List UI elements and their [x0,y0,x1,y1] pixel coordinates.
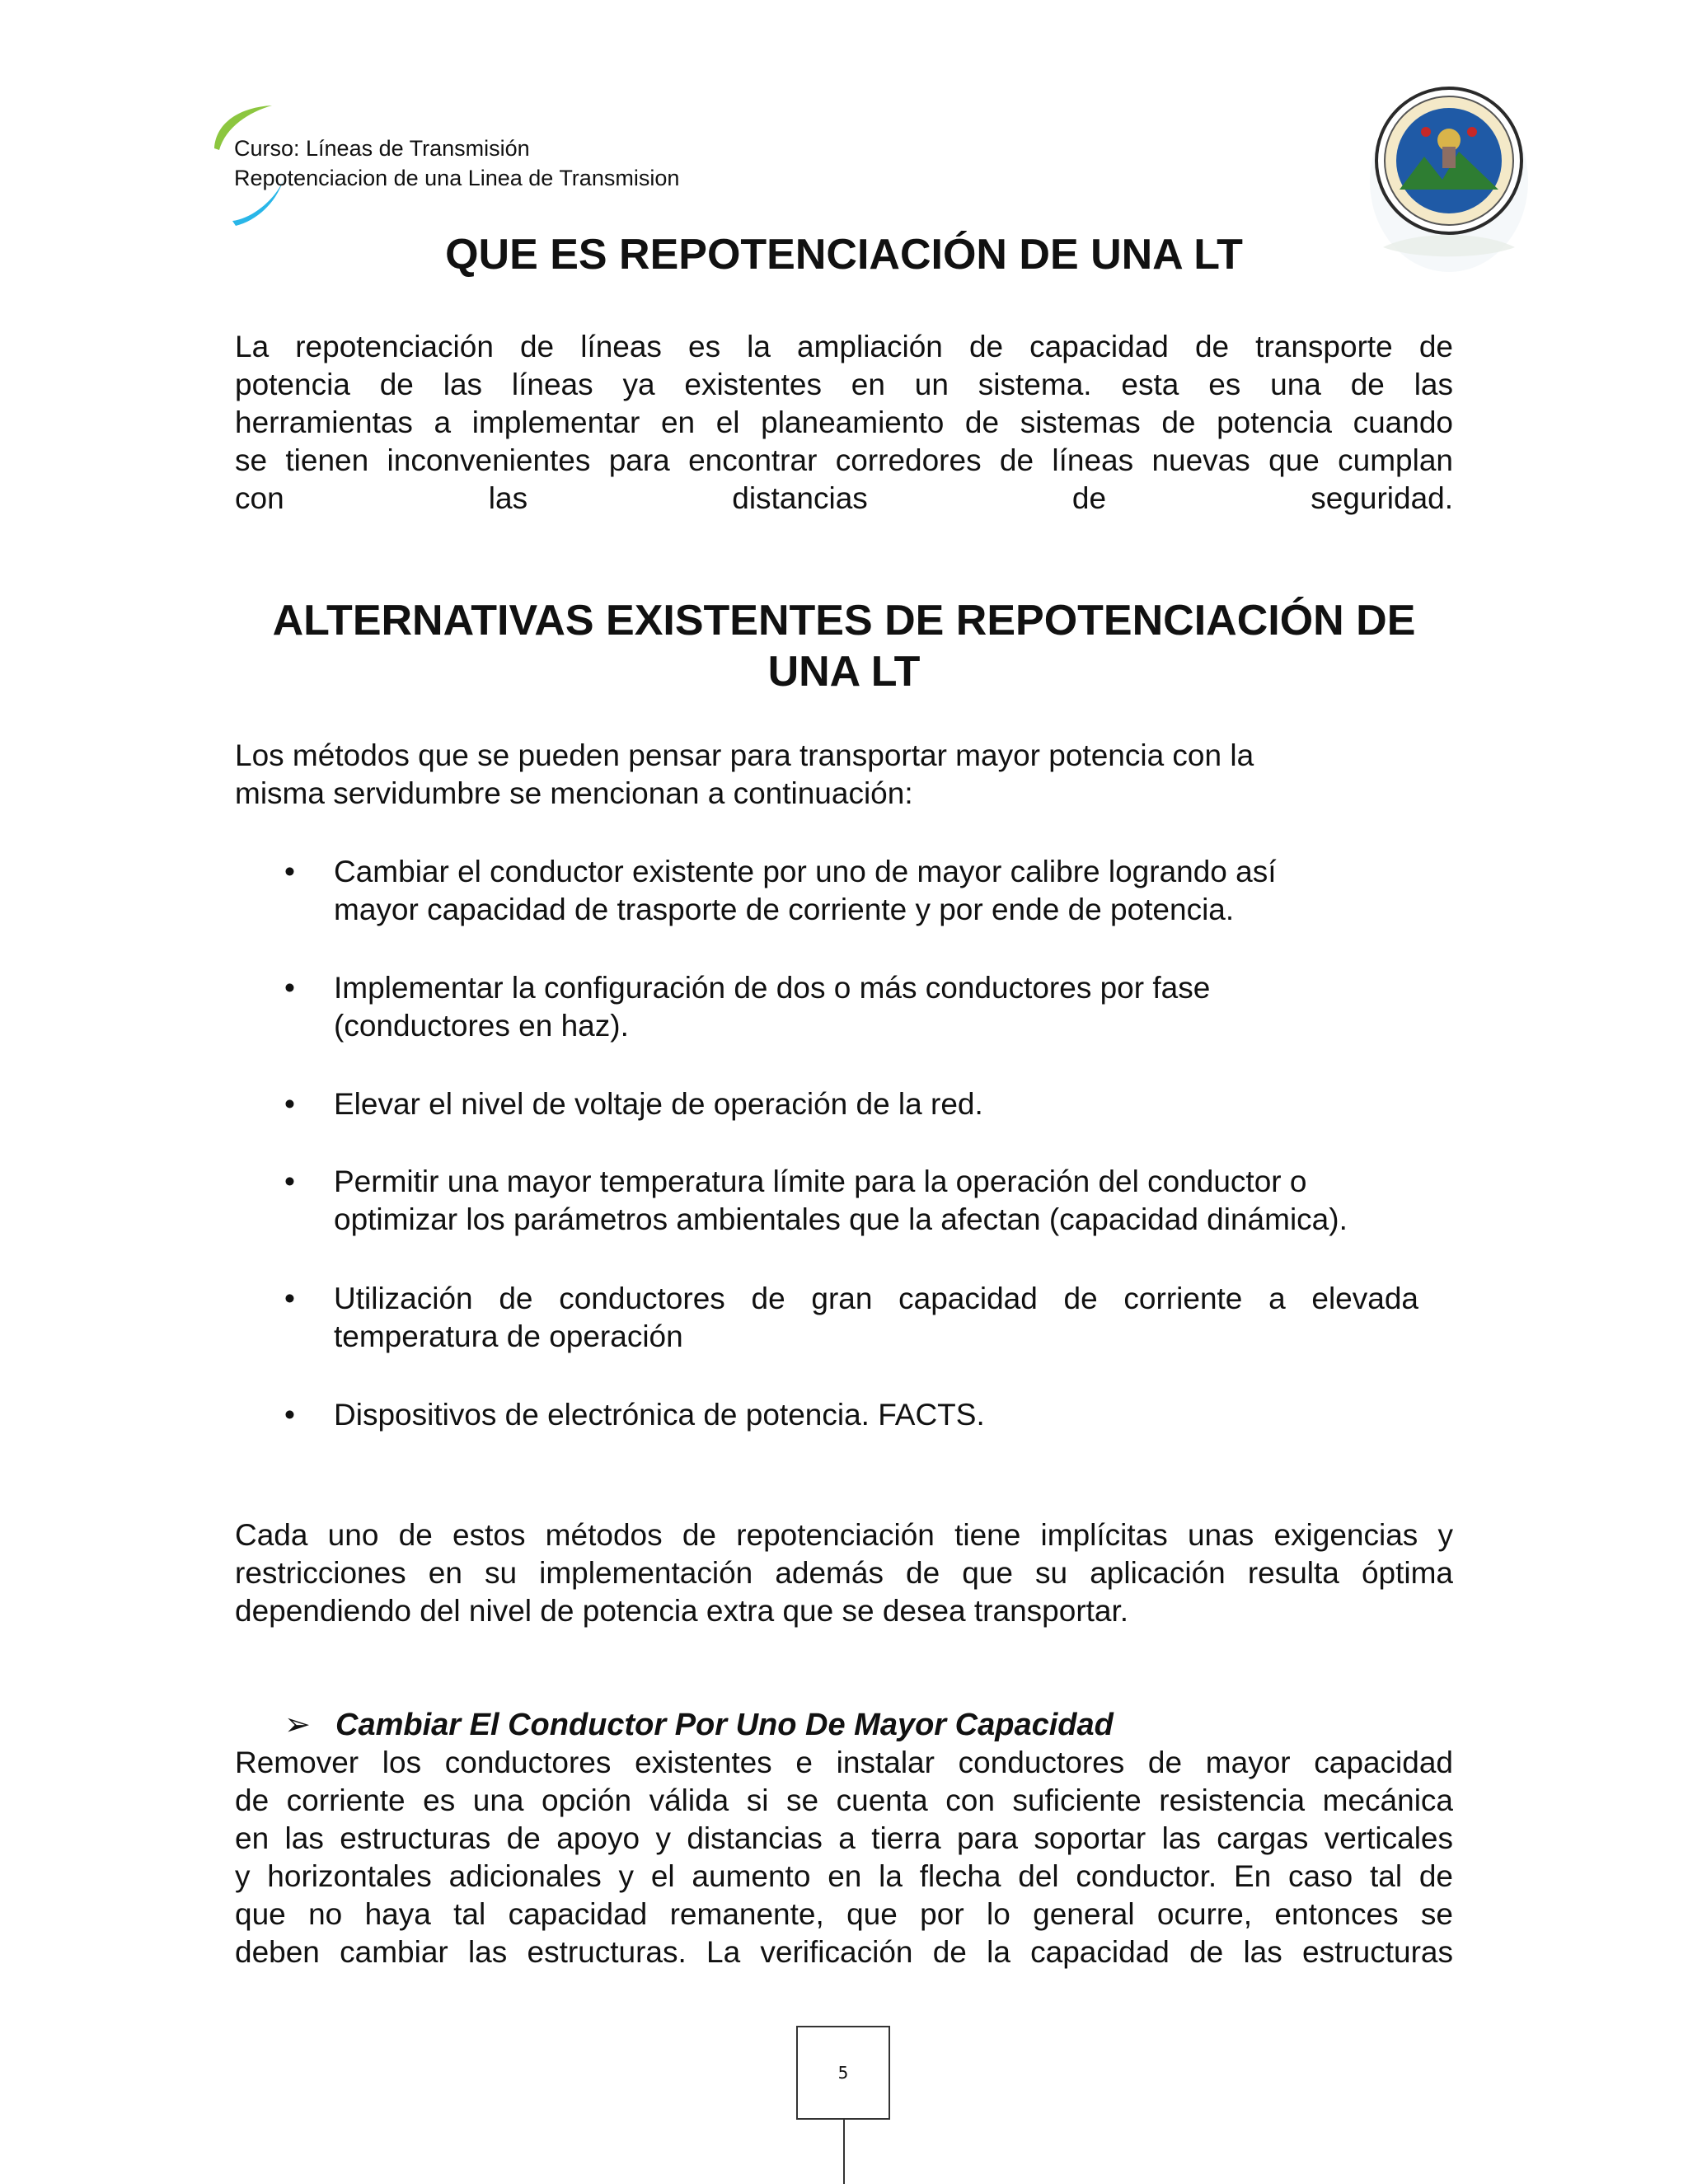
list-item-line: Implementar la configuración de dos o más conductores por fase [334,971,1211,1005]
list-item-line: Utilización de conductores de gran capacidad de corriente a elevada [334,1282,1418,1315]
section-title-line: UNA LT [767,648,921,696]
page-header [234,134,679,193]
list-item [284,969,1455,1045]
list-item-line: Dispositivos de electrónica de potencia. FACTS. [334,1398,985,1432]
paragraph-line: y horizontales adicionales y el aumento en la flecha del conductor. En caso tal de [235,1859,1453,1893]
subsection-heading-text: Cambiar El Conductor Por Uno De Mayor Capacidad [335,1708,1114,1742]
subsection-heading [284,1706,1114,1744]
list-item-line: temperatura de operación [334,1319,683,1353]
list-item-line: optimizar los parámetros ambientales que la afectan (capacidad dinámica). [334,1202,1348,1236]
list-item [284,1163,1455,1239]
footer-line [843,2120,845,2184]
paragraph-line: que no haya tal capacidad remanente, que por lo general ocurre, entonces se [235,1897,1453,1931]
section-title-line: ALTERNATIVAS EXISTENTES DE REPOTENCIACIÓN DE [272,597,1416,644]
paragraph-line: de corriente es una opción válida si se cuenta con suficiente resistencia mecánica [235,1783,1453,1817]
paragraph-line: Los métodos que se pueden pensar para transportar mayor potencia con la [235,738,1254,772]
paragraph-line: Remover los conductores existentes e instalar conductores de mayor capacidad [235,1746,1453,1779]
paragraph-line: dependiendo del nivel de potencia extra que se desea transportar. [235,1594,1129,1628]
paragraph-line: La repotenciación de líneas es la ampliación de capacidad de transporte de [235,330,1453,363]
paragraph-line: restricciones en su implementación además de que su aplicación resulta óptima [235,1556,1453,1590]
paragraph-line: Cada uno de estos métodos de repotenciación tiene implícitas unas exigencias y [235,1518,1453,1552]
list-item-line: mayor capacidad de trasporte de corriente y por ende de potencia. [334,893,1235,926]
header-course: Curso: Líneas de Transmisión [234,136,530,161]
paragraph-line: deben cambiar las estructuras. La verificación de la capacidad de las estructuras [235,1935,1453,1969]
paragraph-line: con las distancias de seguridad. [235,481,1453,515]
bullet-icon: • [284,1398,295,1432]
list-item-line: Elevar el nivel de voltaje de operación de la red. [334,1087,983,1121]
page-number: 5 [837,2063,849,2083]
section1-paragraph [235,328,1453,518]
arrow-bullet-icon: ➢ [284,1708,311,1742]
list-item [284,853,1455,929]
page-number-box [796,2026,890,2120]
section2-closing [235,1516,1453,1630]
bullet-icon: • [284,1165,295,1198]
header-subtitle: Repotenciacion de una Linea de Transmision [234,166,680,190]
paragraph-line: se tienen inconvenientes para encontrar corredores de líneas nuevas que cumplan [235,443,1453,477]
section2-intro [235,737,1453,813]
bullet-icon: • [284,1282,295,1315]
list-item-line: Permitir una mayor temperatura límite para la operación del conductor o [334,1165,1307,1198]
section3-paragraph [235,1744,1453,1971]
list-item [284,1085,1455,1123]
section-title-que-es: QUE ES REPOTENCIACIÓN DE UNA LT [445,231,1243,279]
list-item-line: Cambiar el conductor existente por uno de mayor calibre logrando así [334,855,1277,888]
list-item-line: (conductores en haz). [334,1009,629,1043]
bullet-icon: • [284,855,295,888]
paragraph-line: potencia de las líneas ya existentes en un sistema. esta es una de las [235,368,1453,401]
bullet-icon: • [284,1087,295,1121]
list-item [284,1280,1455,1356]
paragraph-line: en las estructuras de apoyo y distancias a tierra para soportar las cargas verticales [235,1821,1453,1855]
section-title-alternativas [235,595,1453,697]
bullet-icon: • [284,971,295,1005]
list-item [284,1396,1455,1434]
paragraph-line: herramientas a implementar en el planeamiento de sistemas de potencia cuando [235,405,1453,439]
paragraph-line: misma servidumbre se mencionan a continuación: [235,776,913,810]
